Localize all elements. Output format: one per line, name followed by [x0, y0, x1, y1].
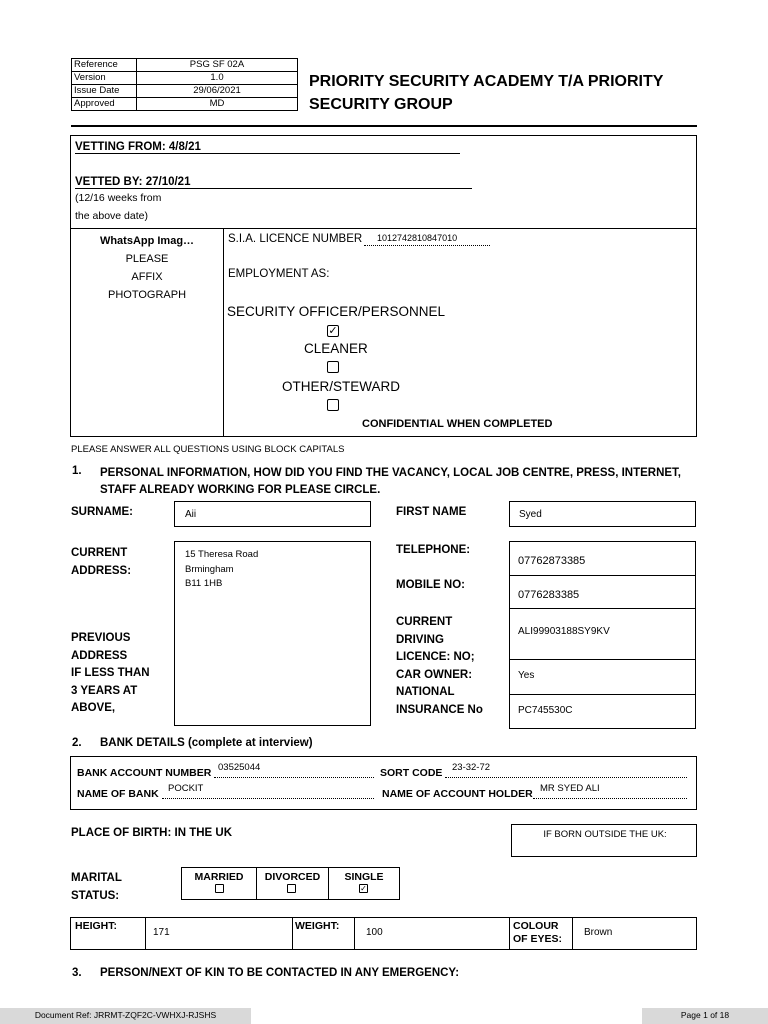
page-number-bar: Page 1 of 18	[642, 1008, 768, 1024]
document-ref-bar: Document Ref: JRRMT-ZQF2C-VWHXJ-RJSHS	[0, 1008, 251, 1024]
field-divider	[509, 575, 696, 576]
current-address-label	[71, 544, 131, 580]
surname-label: SURNAME:	[71, 506, 133, 518]
surname-value: Aii	[185, 509, 197, 520]
account-holder-label: NAME OF ACCOUNT HOLDER	[382, 788, 533, 800]
physical-divider	[509, 918, 510, 949]
divorced-label: DIVORCED	[264, 871, 321, 883]
physical-divider	[292, 918, 293, 949]
place-of-birth-label: PLACE OF BIRTH: IN THE UK	[71, 827, 232, 839]
section-3-heading: PERSON/NEXT OF KIN TO BE CONTACTED IN ANY EMERGENCY:	[100, 967, 460, 979]
account-holder-value: MR SYED ALI	[540, 783, 600, 794]
born-outside-uk-field[interactable]	[511, 824, 697, 857]
single-label: SINGLE	[344, 871, 384, 883]
sia-licence-label: S.I.A. LICENCE NUMBER	[228, 233, 363, 245]
photo-divider	[223, 229, 224, 436]
previous-address-label-1: PREVIOUS	[71, 632, 131, 644]
photo-area[interactable]	[72, 232, 222, 304]
vetting-note-2: the above date)	[75, 210, 148, 222]
section-1-line-1: PERSONAL INFORMATION, HOW DID YOU FIND THE VACANCY, LOCAL JOB CENTRE, PRESS, INTERNET,	[100, 467, 682, 479]
first-name-label: FIRST NAME	[396, 506, 467, 518]
driving-licence-label-1: CURRENT	[396, 616, 453, 628]
weight-value[interactable]: 100	[366, 927, 383, 938]
organisation-title	[309, 70, 729, 116]
document-meta-table	[71, 58, 298, 111]
marital-status-label-1: MARITAL	[71, 872, 122, 884]
driving-licence-value[interactable]: ALI99903188SY9KV	[518, 626, 610, 637]
meta-row	[72, 98, 298, 111]
bank-name-value: POCKIT	[168, 783, 204, 794]
meta-label: Issue Date	[72, 85, 137, 98]
meta-value: MD	[137, 98, 298, 111]
bank-details-box	[70, 756, 697, 810]
previous-address-label-4: 3 YEARS AT	[71, 684, 138, 697]
divorced-checkbox[interactable]	[287, 884, 296, 893]
meta-value: 1.0	[137, 72, 298, 85]
photo-text-3: PHOTOGRAPH	[107, 289, 187, 301]
section-3-number: 3.	[72, 967, 82, 979]
field-divider	[509, 659, 696, 660]
employment-label: EMPLOYMENT AS:	[228, 268, 330, 280]
vetting-note-1: (12/16 weeks from	[75, 192, 162, 204]
telephone-label: TELEPHONE:	[396, 544, 471, 556]
marital-status-label-2: STATUS:	[71, 890, 120, 902]
mobile-value[interactable]: 0776283385	[518, 589, 580, 601]
section-1-heading	[100, 465, 700, 499]
meta-label: Version	[72, 72, 137, 85]
confidential-note: CONFIDENTIAL WHEN COMPLETED	[362, 418, 553, 430]
organisation-title-line2: SECURITY GROUP	[309, 96, 453, 113]
car-owner-label: CAR OWNER:	[396, 668, 473, 681]
current-address-label-1: CURRENT	[71, 547, 128, 559]
address-line-3: B11 1HB	[185, 578, 223, 589]
surname-field[interactable]	[174, 501, 371, 527]
ni-label-1: NATIONAL	[396, 686, 455, 698]
field-divider	[509, 694, 696, 695]
eye-colour-label-1: COLOUR	[513, 920, 559, 932]
eye-colour-label	[513, 920, 562, 946]
single-checkbox[interactable]: ✓	[360, 884, 367, 893]
eye-colour-value[interactable]: Brown	[584, 927, 613, 938]
sort-code-label: SORT CODE	[380, 767, 443, 779]
option-other-steward-checkbox[interactable]	[327, 399, 339, 411]
marital-status-label	[71, 869, 122, 905]
address-field[interactable]	[174, 541, 371, 726]
previous-address-label-3: IF LESS THAN	[71, 667, 150, 679]
previous-address-label-2: ADDRESS	[71, 649, 128, 662]
weight-label: WEIGHT:	[295, 920, 340, 932]
bank-name-label: NAME OF BANK	[77, 788, 159, 800]
photo-text-2: AFFIX	[131, 271, 163, 283]
address-value	[185, 548, 258, 592]
block-capitals-instruction: PLEASE ANSWER ALL QUESTIONS USING BLOCK CAPITALS	[71, 444, 345, 455]
option-security-officer-checkbox[interactable]: ✓	[328, 325, 338, 337]
address-line-1: 15 Theresa Road	[185, 549, 259, 560]
meta-row	[72, 72, 298, 85]
meta-row	[72, 85, 298, 98]
mobile-label: MOBILE NO:	[396, 579, 465, 591]
photo-text-1: PLEASE	[125, 253, 169, 265]
bank-account-label: BANK ACCOUNT NUMBER	[77, 767, 212, 779]
option-other-steward-label: OTHER/STEWARD	[282, 379, 400, 394]
ni-label-2: INSURANCE No	[396, 703, 483, 716]
driving-licence-label	[396, 614, 483, 719]
eye-colour-label-2: OF EYES:	[513, 933, 563, 945]
height-label: HEIGHT:	[75, 920, 117, 932]
born-outside-uk-label: IF BORN OUTSIDE THE UK:	[543, 829, 667, 840]
first-name-value: Syed	[519, 509, 542, 520]
bank-account-value: 03525044	[218, 762, 261, 773]
previous-address-label	[71, 630, 150, 718]
married-checkbox[interactable]	[215, 884, 224, 893]
sia-licence-value: 1012742810847010	[377, 233, 458, 243]
meta-label: Approved	[72, 98, 137, 111]
married-label: MARRIED	[194, 871, 244, 883]
section-2-heading: BANK DETAILS (complete at interview)	[100, 737, 313, 749]
first-name-field[interactable]	[509, 501, 696, 527]
option-cleaner-checkbox[interactable]	[327, 361, 339, 373]
previous-address-label-5: ABOVE,	[71, 702, 116, 714]
driving-licence-label-2: DRIVING	[396, 633, 444, 646]
meta-label: Reference	[72, 59, 137, 72]
option-security-officer-label: SECURITY OFFICER/PERSONNEL	[227, 304, 446, 319]
meta-value: 29/06/2021	[137, 85, 298, 98]
organisation-title-line1: PRIORITY SECURITY ACADEMY T/A PRIORITY	[309, 73, 664, 90]
telephone-value[interactable]: 07762873385	[518, 555, 586, 567]
section-2-number: 2.	[72, 737, 82, 749]
section-1-line-2: STAFF ALREADY WORKING FOR PLEASE CIRCLE.	[100, 484, 381, 496]
physical-divider	[572, 918, 573, 949]
meta-row	[72, 59, 298, 72]
physical-divider	[145, 918, 146, 949]
vetting-from[interactable]: VETTING FROM: 4/8/21	[75, 141, 460, 154]
section-1-number: 1.	[72, 465, 82, 477]
field-divider	[509, 608, 696, 609]
header-divider	[71, 125, 697, 127]
height-value[interactable]: 171	[153, 927, 170, 938]
driving-licence-label-3: LICENCE: NO;	[396, 651, 475, 663]
physical-divider	[354, 918, 355, 949]
photo-filename: WhatsApp Imag…	[99, 235, 195, 247]
car-owner-value[interactable]: Yes	[518, 670, 535, 681]
current-address-label-2: ADDRESS:	[71, 565, 132, 577]
sort-code-value: 23-32-72	[452, 762, 491, 773]
option-cleaner-label: CLEANER	[304, 341, 368, 356]
meta-value: PSG SF 02A	[137, 59, 298, 72]
ni-value[interactable]: PC745530C	[518, 705, 573, 716]
vetted-by[interactable]: VETTED BY: 27/10/21	[75, 176, 472, 189]
address-line-2: Brmingham	[185, 563, 234, 575]
